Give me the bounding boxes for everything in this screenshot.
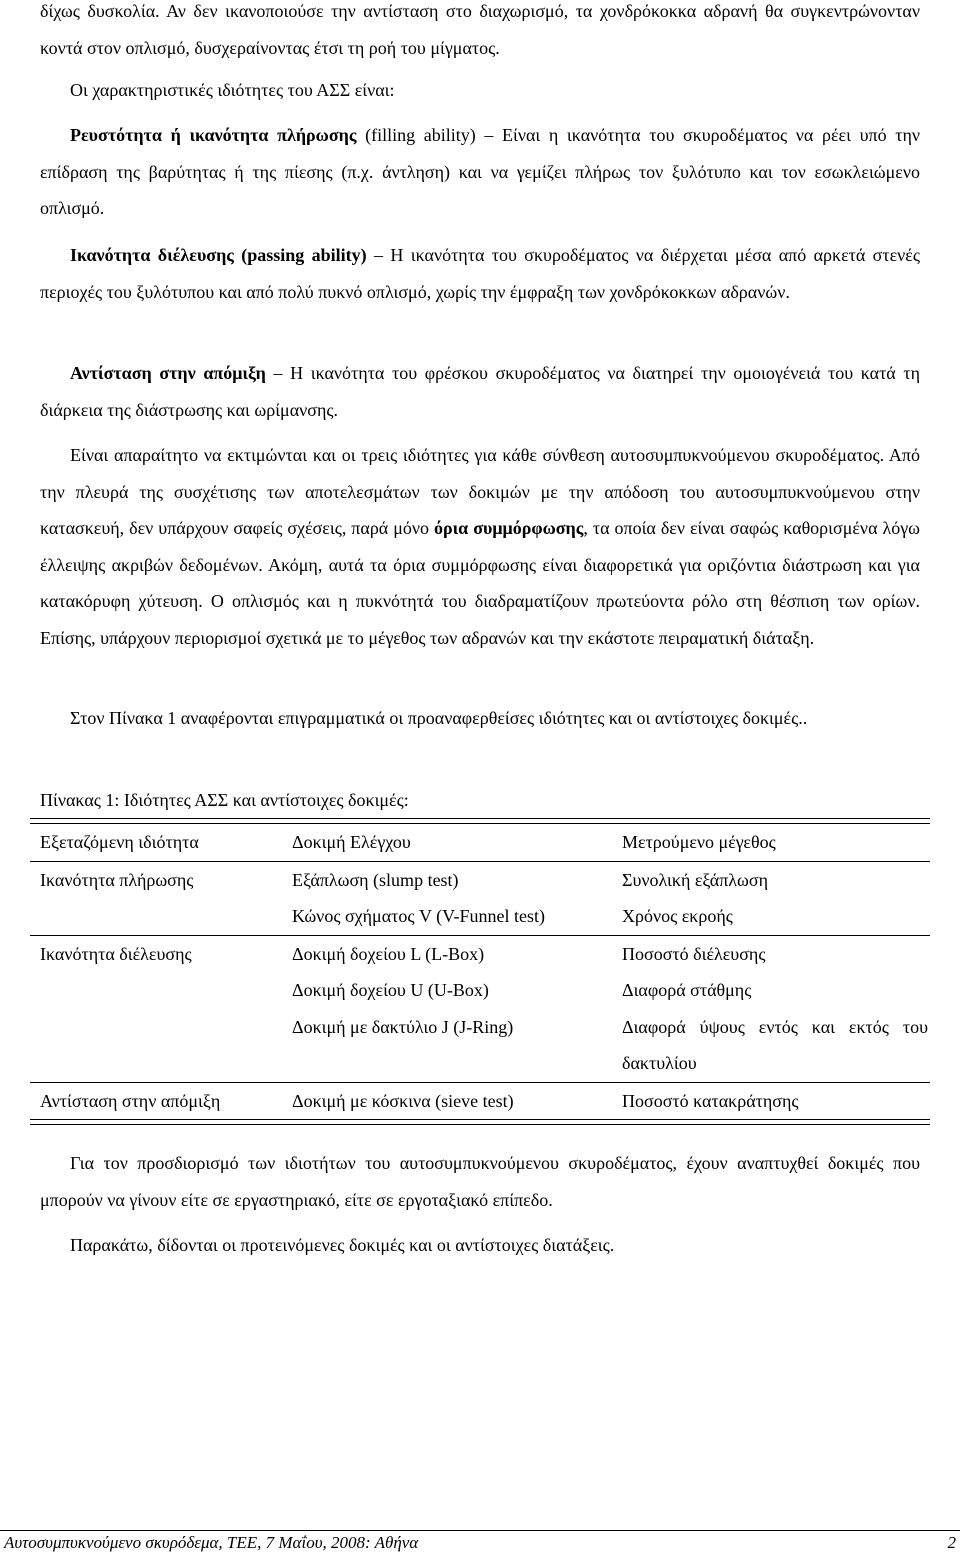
test-cell: Δοκιμή με δακτύλιο J (J-Ring) [292,1016,514,1037]
compliance-text-b: , τα οποία δεν είναι σαφώς καθορισμένα λόγω έλλειψης ακριβών δεδομένων. Ακόμη, αυτά τα όρια συμμόρφωσης είναι διαφορετικά για οριζόντια διάστρωση και για κατακόρυφη χύτευση. Ο οπλισμός και η πυκνότητά του διαδραματίζουν πρωτεύοντα ρόλο στη θέσπιση των ορίων. Επίσης, υπάρχουν περιορισμοί σχετικά με το μέγεθος των αδρανών και την εκάστοτε πειραματική διάταξη. [40,518,920,648]
property-cell-empty [30,1009,282,1082]
header-property: Εξεταζόμενη ιδιότητα [40,832,199,852]
measure-cell: Διαφορά ύψους εντός και εκτός του δακτυλίου [622,1016,928,1073]
test-cell: Δοκιμή δοχείου U (U-Box) [292,980,489,1000]
term-segregation-resistance: Αντίσταση στην απόμιξη [70,363,266,383]
header-measure: Μετρούμενο μέγεθος [622,832,776,852]
paragraph-segregation-intro: δίχως δυσκολία. Αν δεν ικανοποιούσε την αντίσταση στο διαχωρισμό, τα χονδρόκοκκα αδρανή θα συγκεντρώνονταν κοντά στον οπλισμό, δυσχεραίνοντας έτσι τη ροή του μίγματος. [40,1,920,58]
paragraph-properties-intro: Οι χαρακτηριστικές ιδιότητες του ΑΣΣ είναι: [70,80,395,100]
table-caption: Πίνακας 1: Ιδιότητες ΑΣΣ και αντίστοιχες δοκιμές: [40,790,409,810]
table-bottom-rule [30,1119,930,1125]
paragraph-compliance-limits [40,437,920,656]
paragraph-proposed-tests: Παρακάτω, δίδονται οι προτεινόμενες δοκιμές και οι αντίστοιχες διατάξεις. [70,1235,615,1255]
property-cell-empty [30,972,282,1009]
paragraph-filling-ability [40,117,920,227]
test-cell: Δοκιμή δοχείου L (L-Box) [292,943,485,964]
compliance-text-a: Είναι απαραίτητο να εκτιμώνται και οι τρεις ιδιότητες για κάθε σύνθεση αυτοσυμπυκνούμενου σκυροδέματος. Από την πλευρά της συσχέτισης των αποτελεσμάτων των δοκιμών με την απόδοση του αυτοσυμπυκνούμενου στην κατασκευή, δεν υπάρχουν σαφείς σχέσεις, παρά μόνο [40,445,920,538]
test-cell: Κώνος σχήματος V (V-Funnel test) [292,906,545,926]
table-row [30,898,930,935]
table-row [30,1083,930,1120]
paragraph-segregation-resistance [40,355,920,428]
measure-cell: Διαφορά στάθμης [622,980,752,1000]
paragraph-tests-developed: Για τον προσδιορισμό των ιδιοτήτων του αυτοσυμπυκνούμενου σκυροδέματος, έχουν αναπτυχθεί δοκιμές που μπορούν να γίνουν είτε σε εργαστηριακό, είτε σε εργοταξιακό επίπεδο. [40,1153,920,1210]
test-cell: Δοκιμή με κόσκινα (sieve test) [292,1090,514,1111]
footer-title: Αυτοσυμπυκνούμενο σκυρόδεμα, ΤΕΕ, 7 Μαΐου, 2008: Αθήνα [4,1533,419,1552]
table-row [30,972,930,1009]
property-cell-empty [30,898,282,935]
property-cell: Αντίσταση στην απόμιξη [40,1090,221,1111]
property-cell: Ικανότητα πλήρωσης [40,869,194,890]
measure-cell: Ποσοστό διέλευσης [622,943,766,964]
definition-segregation-resistance: – Η ικανότητα του φρέσκου σκυροδέματος να διατηρεί την ομοιογένειά του κατά τη διάρκεια της διάστρωσης και ωρίμανσης. [40,363,920,420]
table-row [30,1009,930,1082]
table-row [30,862,930,899]
measure-cell: Χρόνος εκροής [622,906,733,926]
definition-passing-ability: – Η ικανότητα του σκυροδέματος να διέρχεται μέσα από αρκετά στενές περιοχές του ξυλότυπου και από πολύ πυκνό οπλισμό, χωρίς την έμφραξη των χονδρόκοκκων αδρανών. [40,245,920,302]
term-passing-ability: Ικανότητα διέλευσης (passing ability) [70,245,367,265]
footer-rule [0,1530,960,1531]
paragraph-table-intro: Στον Πίνακα 1 αναφέρονται επιγραμματικά οι προαναφερθείσες ιδιότητες και οι αντίστοιχες δοκιμές.. [70,708,808,728]
definition-filling-ability: (filling ability) – Είναι η ικανότητα του σκυροδέματος να ρέει υπό την επίδραση της βαρύτητας ή της πίεσης (π.χ. άντληση) και να γεμίζει πλήρως τον ξυλότυπο και τον εσωκλειώμενο οπλισμό. [40,125,920,218]
table-header-row [30,824,930,861]
header-test: Δοκιμή Ελέγχου [292,832,411,852]
property-cell: Ικανότητα διέλευσης [40,943,192,964]
paragraph-passing-ability [40,237,920,310]
term-filling-ability: Ρευστότητα ή ικανότητα πλήρωσης [70,125,357,145]
page-number: 2 [947,1533,956,1552]
measure-cell: Συνολική εξάπλωση [622,869,768,890]
test-cell: Εξάπλωση (slump test) [292,869,459,890]
term-compliance-limits: όρια συμμόρφωσης [433,518,584,538]
measure-cell: Ποσοστό κατακράτησης [622,1090,799,1111]
table-row [30,936,930,973]
properties-table [30,818,930,1125]
